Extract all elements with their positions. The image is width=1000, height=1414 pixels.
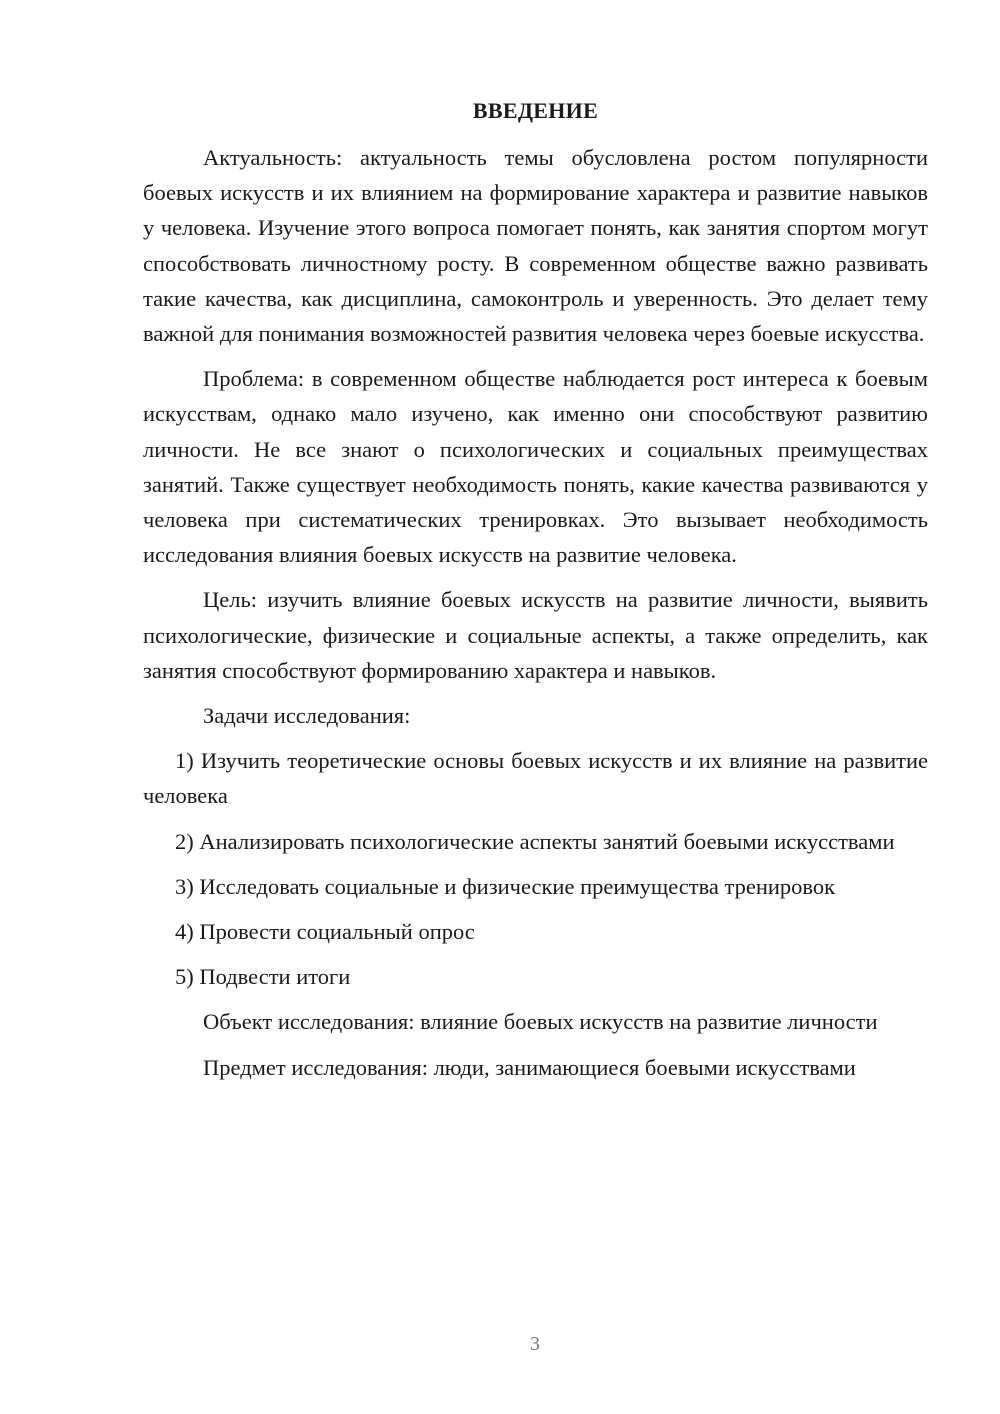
tasks-heading: Задачи исследования: (203, 703, 411, 729)
paragraph-relevance: Актуальность: актуальность темы обусловлена ростом популярности боевых искусств и их влиянием на формирование характера и развитие навыков у человека. Изучение этого вопроса помогает понять, как занятия спортом могут способствовать личностному росту. В современном обществе важно развивать такие качества, как дисциплина, самоконтроль и уверенность. Это делает тему важной для понимания возможностей развития человека через боевые искусства. (143, 145, 928, 347)
task-item-2: 2) Анализировать психологические аспекты занятий боевыми искусствами (175, 828, 895, 854)
task-item-3: 3) Исследовать социальные и физические преимущества тренировок (175, 873, 836, 899)
section-title: ВВЕДЕНИЕ (472, 98, 599, 123)
paragraph-subject: Предмет исследования: люди, занимающиеся боевыми искусствами (203, 1054, 856, 1080)
task-item-5: 5) Подвести итоги (175, 964, 351, 990)
paragraph-goal: Цель: изучить влияние боевых искусств на развитие личности, выявить психологические, физические и социальные аспекты, а также определить, как занятия способствуют формированию характера и навыков. (143, 587, 928, 683)
task-item-4: 4) Провести социальный опрос (175, 919, 475, 945)
paragraph-problem: Проблема: в современном обществе наблюдается рост интереса к боевым искусствам, однако мало изучено, как именно они способствуют развитию личности. Не все знают о психологических и социальных преимуществах занятий. Также существует необходимость понять, какие качества развиваются у человека при систематических тренировках. Это вызывает необходимость исследования влияния боевых искусств на развитие человека. (143, 366, 928, 568)
task-item-1: 1) Изучить теоретические основы боевых искусств и их влияние на развитие человека (143, 748, 928, 809)
page-number: 3 (530, 1333, 540, 1355)
paragraph-object: Объект исследования: влияние боевых искусств на развитие личности (203, 1009, 878, 1035)
document-body (143, 96, 928, 1095)
